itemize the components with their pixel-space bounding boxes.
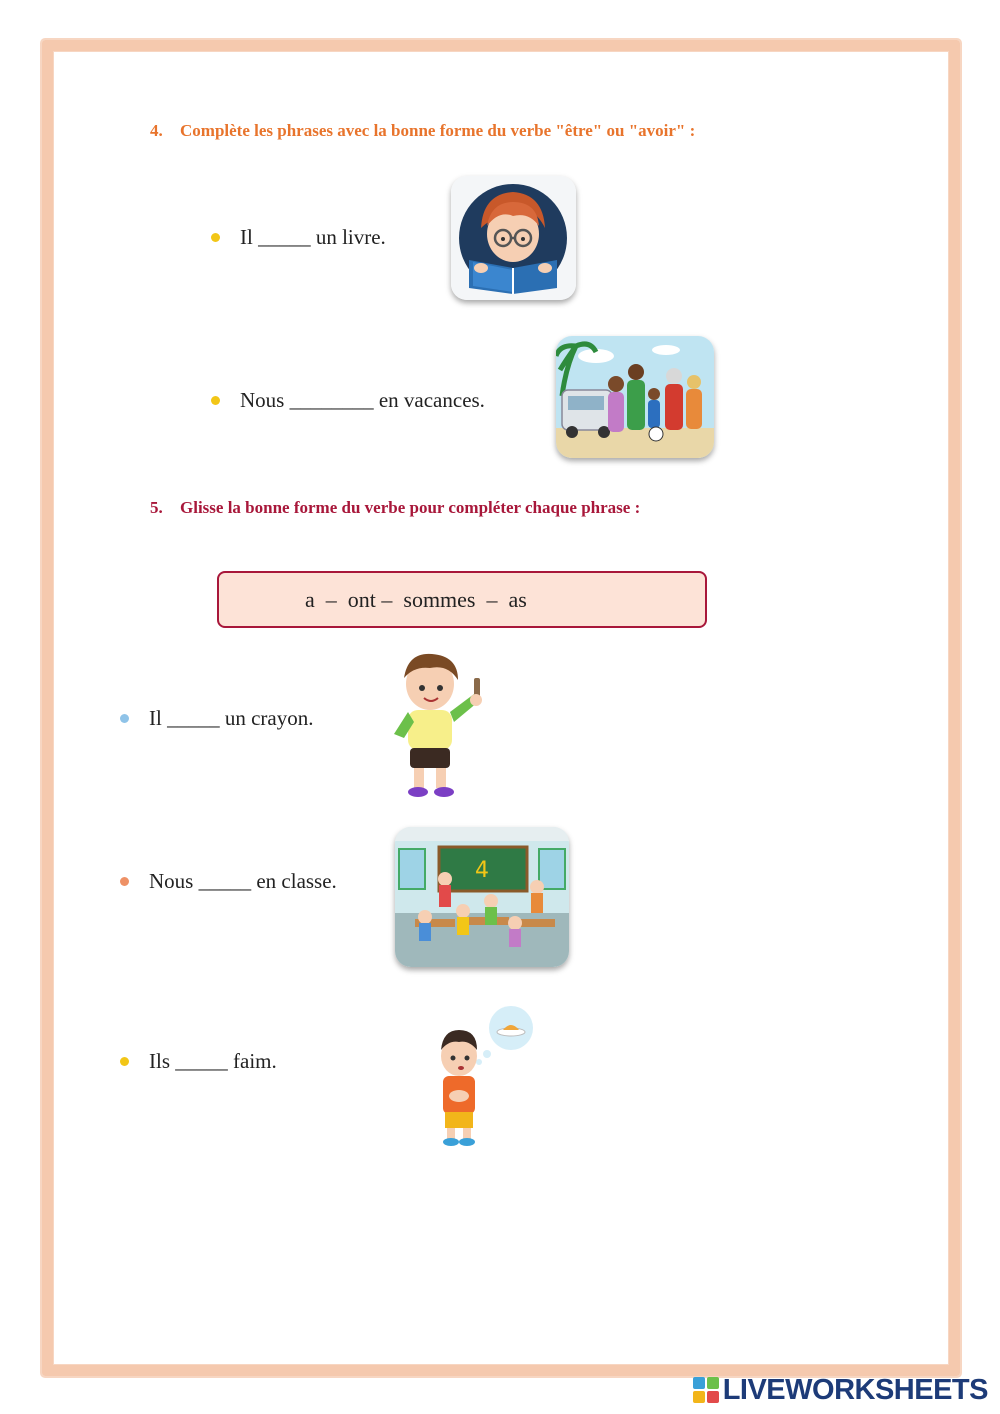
- bullet-icon: [120, 714, 129, 723]
- section4-instruction: Complète les phrases avec la bonne forme du verbe "être" ou "avoir" :: [180, 121, 696, 140]
- bullet-icon: [211, 233, 220, 242]
- liveworksheets-logo[interactable]: [693, 1372, 988, 1408]
- svg-text:4: 4: [475, 858, 489, 883]
- exercise-sentence[interactable]: Il _____ un livre.: [240, 225, 386, 249]
- word-bank: [217, 571, 707, 628]
- boy-holding-crayon-image: [384, 650, 492, 802]
- exercise-sentence[interactable]: Ils _____ faim.: [149, 1049, 277, 1073]
- family-on-vacation-image: [556, 336, 714, 458]
- section4-title: [150, 121, 695, 141]
- bullet-icon: [120, 877, 129, 886]
- liveworksheets-icon: [693, 1377, 719, 1403]
- exercise-sentence[interactable]: Nous ________ en vacances.: [240, 388, 485, 412]
- brand-name: LIVEWORKSHEETS: [722, 1373, 988, 1406]
- word-bank-options[interactable]: a – ont – sommes – as: [305, 586, 527, 612]
- children-in-classroom-image: [395, 827, 569, 967]
- hungry-boy-image: [425, 1004, 537, 1148]
- boy-reading-book-image: [451, 176, 576, 300]
- exercise-sentence[interactable]: Il _____ un crayon.: [149, 706, 314, 730]
- section5-title: [150, 498, 640, 518]
- section5-instruction: Glisse la bonne forme du verbe pour compléter chaque phrase :: [180, 498, 641, 517]
- bullet-icon: [120, 1057, 129, 1066]
- exercise-sentence[interactable]: Nous _____ en classe.: [149, 869, 337, 893]
- section5-number: 5.: [150, 498, 163, 517]
- section4-number: 4.: [150, 121, 163, 140]
- bullet-icon: [211, 396, 220, 405]
